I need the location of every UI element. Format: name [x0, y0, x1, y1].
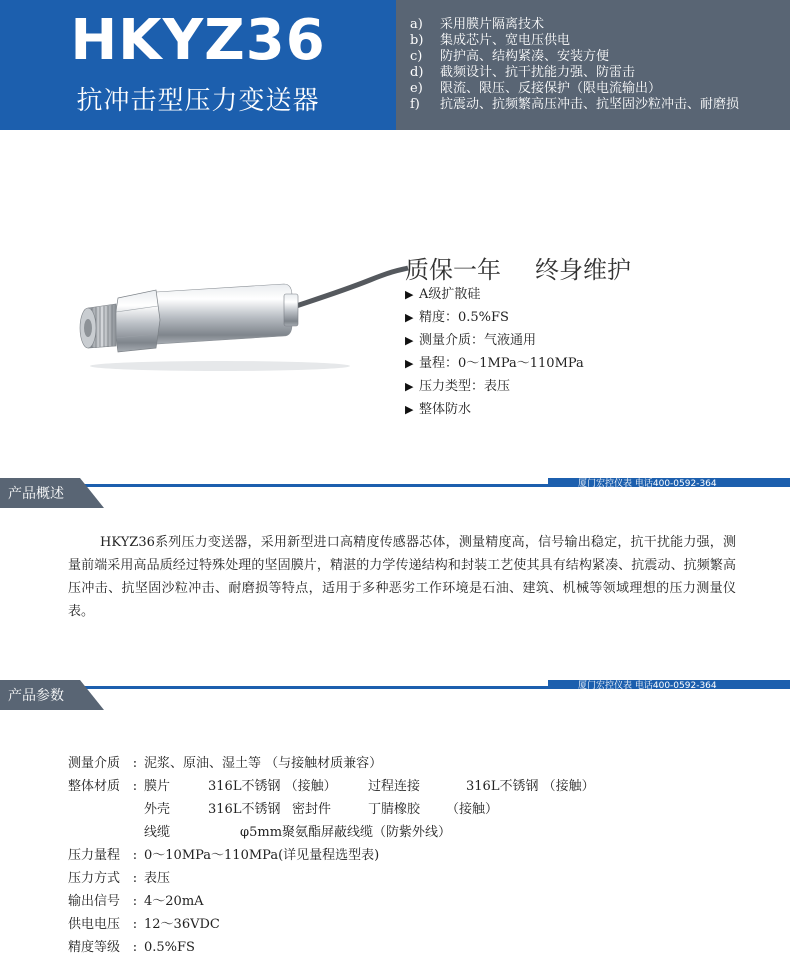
- section-header-overview: [0, 478, 790, 508]
- param-value: 0.5%FS: [144, 940, 195, 955]
- param-label: 输出信号: [68, 894, 121, 909]
- feature-letter: e): [410, 81, 423, 96]
- spec-item: [405, 352, 584, 375]
- param-colon: :: [132, 779, 138, 794]
- slogan-maintenance: 终身维护: [535, 256, 631, 284]
- feature-item: [410, 49, 790, 65]
- param-row-range: [68, 844, 382, 867]
- param-row-output: [68, 890, 382, 913]
- triangle-bullet-icon: ▶: [405, 380, 414, 393]
- param-colon: :: [132, 917, 138, 932]
- material-seal-note: （接触）: [446, 802, 499, 817]
- spec-item: [405, 329, 584, 352]
- param-colon: :: [132, 848, 138, 863]
- spec-item: [405, 306, 584, 329]
- param-value: 泥浆、原油、湿土等 （与接触材质兼容）: [144, 756, 383, 771]
- param-label: 测量介质: [68, 756, 121, 771]
- pressure-transmitter-image: [70, 262, 410, 382]
- param-value: 0～10MPa～110MPa(详见量程选型表): [144, 848, 380, 863]
- spec-text: A级扩散硅: [419, 287, 481, 302]
- warranty-slogan: [405, 250, 631, 285]
- material-seal-value: 丁腈橡胶: [368, 802, 421, 817]
- param-row-material: [68, 775, 595, 798]
- param-colon: :: [132, 894, 138, 909]
- spec-text: 整体防水: [419, 402, 472, 417]
- material-cable-value: φ5mm聚氨酯屏蔽线缆（防紫外线）: [240, 825, 452, 840]
- feature-letter: f): [410, 97, 420, 112]
- param-colon: :: [132, 871, 138, 886]
- feature-letter: c): [410, 49, 423, 64]
- param-colon: :: [132, 756, 138, 771]
- triangle-bullet-icon: ▶: [405, 403, 414, 416]
- product-model: HKYZ36: [70, 8, 326, 73]
- material-shell-value: 316L不锈钢: [208, 802, 281, 817]
- feature-text: 采用膜片隔离技术: [440, 17, 545, 32]
- spec-item: [405, 375, 584, 398]
- feature-text: 集成芯片、宽电压供电: [440, 33, 571, 48]
- section-header-params: [0, 680, 790, 710]
- header-title-panel: [0, 0, 396, 130]
- feature-text: 截频设计、抗干扰能力强、防雷击: [440, 65, 636, 80]
- feature-text: 防护高、结构紧凑、安装方便: [440, 49, 610, 64]
- section-title: 产品概述: [8, 486, 64, 502]
- param-colon: :: [132, 940, 138, 955]
- feature-item: [410, 97, 790, 113]
- param-label: 供电电压: [68, 917, 121, 932]
- contact-info: 厦门宏控仪表 电话400-0592-364: [578, 681, 717, 691]
- param-row-medium: [68, 752, 382, 775]
- contact-info: 厦门宏控仪表 电话400-0592-364: [578, 479, 717, 489]
- spec-text: 精度：0.5%FS: [419, 310, 509, 325]
- param-value: 12～36VDC: [144, 917, 220, 932]
- feature-item: [410, 33, 790, 49]
- triangle-bullet-icon: ▶: [405, 334, 414, 347]
- param-label: 整体材质: [68, 779, 121, 794]
- overview-paragraph: HKYZ36系列压力变送器，采用新型进口高精度传感器芯体，测量精度高，信号输出稳定，抗干扰能力强，测量前端采用高品质经过特殊处理的坚固膜片，精湛的力学传递结构和封装工艺使其具有结构紧凑、抗震动、抗频繁高压冲击、抗坚固沙粒冲击、耐磨损等特点，适用于多种恶劣工作环境是石油、建筑、机械等领域理想的压力测量仪表。: [68, 535, 736, 619]
- material-diaphragm-label: 膜片: [144, 779, 171, 794]
- key-spec-list: [405, 283, 584, 421]
- param-value: 4～20mA: [144, 894, 204, 909]
- spec-item: [405, 283, 584, 306]
- slogan-warranty: 质保一年: [405, 256, 501, 284]
- spec-text: 量程：0～1MPa～110MPa: [419, 356, 584, 371]
- param-row-mode: [68, 867, 382, 890]
- material-process-label: 过程连接: [368, 779, 421, 794]
- param-row-accuracy: [68, 936, 382, 959]
- param-row-supply: [68, 913, 382, 936]
- feature-text: 限流、限压、反接保护（限电流输出）: [440, 81, 662, 96]
- parameter-table: [68, 752, 595, 959]
- feature-item: [410, 17, 790, 33]
- spec-text: 压力类型：表压: [419, 379, 511, 394]
- material-seal-label: 密封件: [292, 802, 332, 817]
- spec-text: 测量介质：气液通用: [419, 333, 537, 348]
- triangle-bullet-icon: ▶: [405, 288, 414, 301]
- param-row-material-2: [68, 798, 499, 821]
- feature-letter: b): [410, 33, 424, 48]
- material-shell-label: 外壳: [144, 802, 171, 817]
- param-label: 精度等级: [68, 940, 121, 955]
- feature-item: [410, 65, 790, 81]
- triangle-bullet-icon: ▶: [405, 311, 414, 324]
- header-banner: [0, 0, 790, 130]
- material-diaphragm-value: 316L不锈钢 （接触）: [208, 779, 337, 794]
- feature-letter: a): [410, 17, 423, 32]
- material-cable-label: 线缆: [144, 825, 171, 840]
- section-title: 产品参数: [8, 688, 64, 704]
- feature-text: 抗震动、抗频繁高压冲击、抗坚固沙粒冲击、耐磨损: [440, 97, 740, 112]
- product-subtitle: 抗冲击型压力变送器: [76, 86, 320, 116]
- param-label: 压力方式: [68, 871, 121, 886]
- feature-letter: d): [410, 65, 424, 80]
- param-label: 压力量程: [68, 848, 121, 863]
- param-value: 表压: [144, 871, 171, 886]
- material-process-value: 316L不锈钢 （接触）: [466, 779, 595, 794]
- param-row-material-3: [68, 821, 452, 844]
- spec-item: [405, 398, 584, 421]
- triangle-bullet-icon: ▶: [405, 357, 414, 370]
- feature-item: [410, 81, 790, 97]
- feature-list-panel: [396, 0, 790, 130]
